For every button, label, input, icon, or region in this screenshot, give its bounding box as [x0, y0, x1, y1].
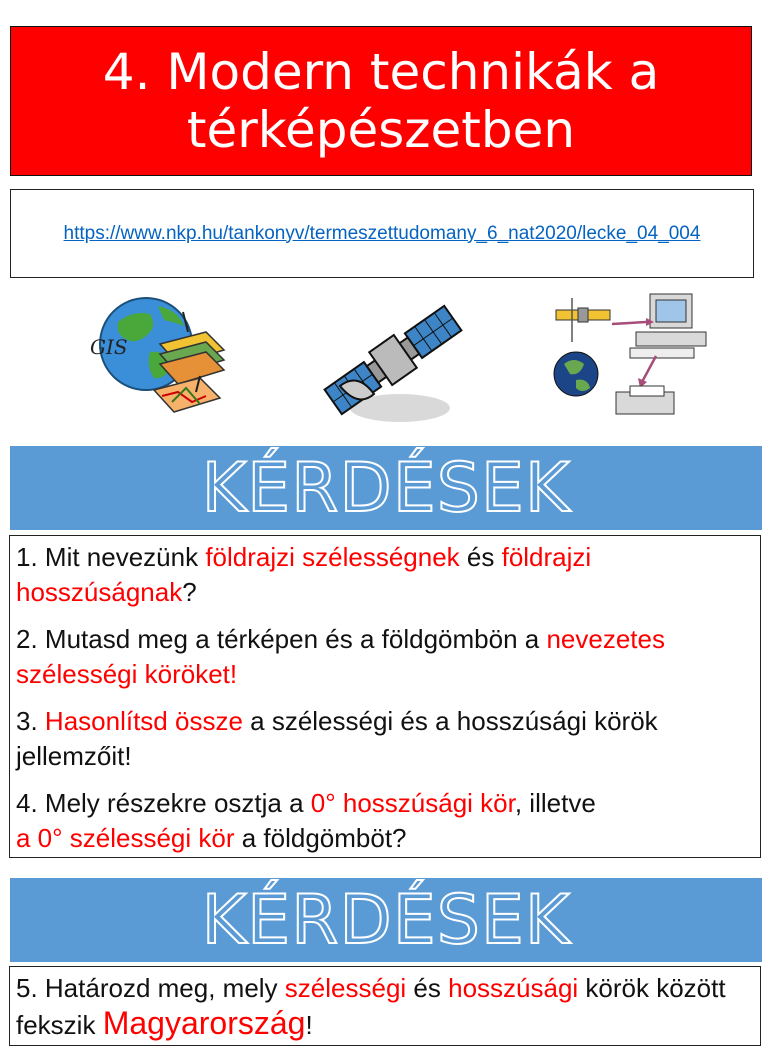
question-1: 1. Mit nevezünk földrajzi szélességnek és földrajzi hosszúságnak?: [16, 542, 592, 607]
gis-label: GIS: [90, 335, 128, 359]
remote-sensing-image: [546, 292, 716, 422]
questions-banner-2: [10, 878, 762, 962]
question-2: 2. Mutasd meg a térképen és a földgömbön a nevezetes szélességi köröket!: [16, 624, 665, 689]
satellite-image: [318, 290, 468, 430]
banner-2-text: KÉRDÉSEK: [201, 880, 571, 960]
link-box: [10, 189, 754, 278]
title-line-1: 4. Modern technikák a: [102, 43, 660, 101]
questions-box: [9, 535, 761, 858]
question-5: 5. Határozd meg, mely szélességi és hosszúsági körök között fekszik Magyarország!: [16, 973, 726, 1041]
lesson-link[interactable]: https://www.nkp.hu/tankonyv/termeszettudomany_6_nat2020/lecke_04_004: [63, 222, 701, 244]
questions-box-2: [9, 966, 761, 1046]
banner-1-text: KÉRDÉSEK: [201, 448, 571, 528]
questions-banner-1: [10, 446, 762, 530]
title-line-2: térképészetben: [186, 101, 576, 159]
title-box: [10, 26, 752, 176]
question-3: 3. Hasonlítsd össze a szélességi és a hosszúsági körök jellemzőit!: [16, 706, 658, 771]
gis-layers-image: [88, 292, 230, 420]
page-title: [103, 43, 659, 159]
question-4: 4. Mely részekre osztja a 0° hosszúsági kör, illetve a 0° szélességi kör a földgömböt?: [16, 788, 596, 853]
